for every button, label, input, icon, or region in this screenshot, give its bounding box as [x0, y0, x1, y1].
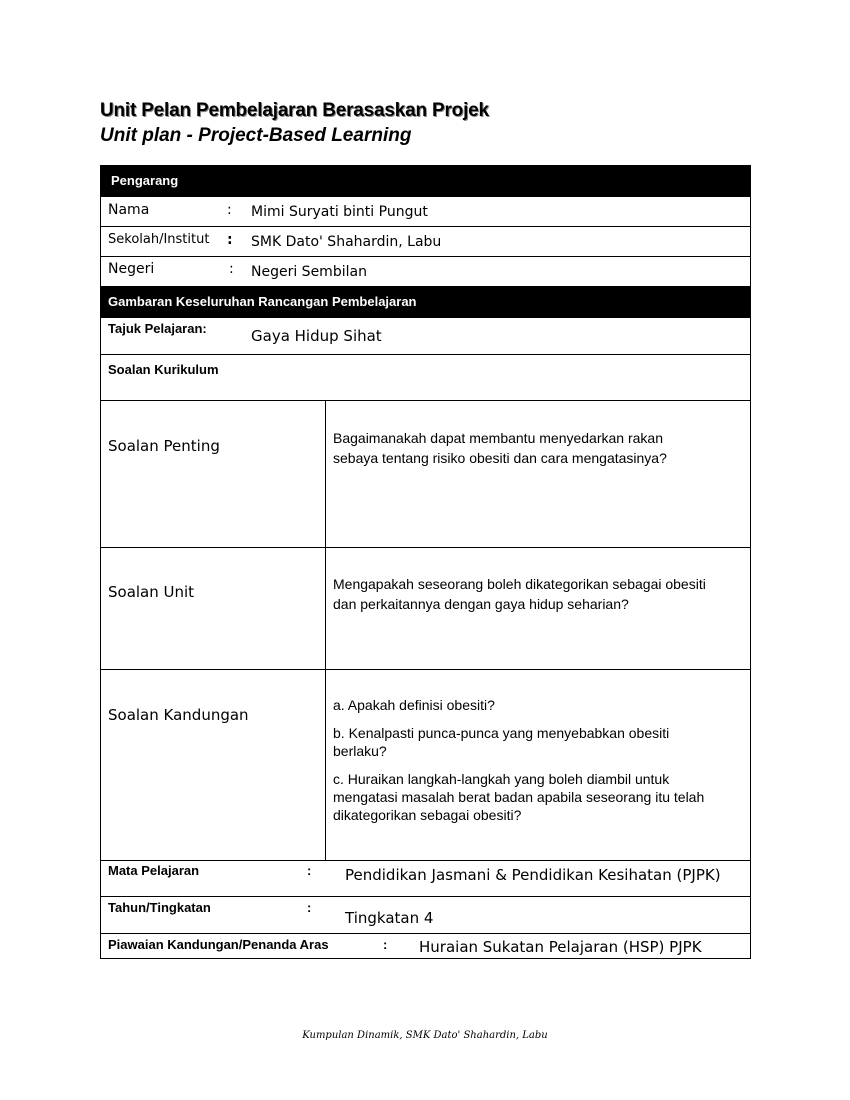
unit-question-label: Soalan Unit: [108, 583, 195, 601]
author-state-colon: :: [229, 261, 234, 277]
author-header-label: Pengarang: [111, 173, 179, 188]
subject-value: Pendidikan Jasmani & Pendidikan Kesihatan (PJPK): [345, 866, 721, 884]
content-question-item-b-line-2: berlaku?: [333, 743, 387, 759]
question-column-divider: [325, 400, 326, 860]
author-name-value: Mimi Suryati binti Pungut: [251, 204, 428, 220]
essential-question-label: Soalan Penting: [108, 437, 220, 455]
author-row-name: [100, 196, 751, 227]
subject-colon: :: [307, 863, 312, 878]
content-question-text: [333, 696, 704, 824]
subject-label: Mata Pelajaran: [108, 863, 200, 878]
page-title: Unit Pelan Pembelajaran Berasaskan Projek: [100, 100, 489, 121]
essential-question-text: [333, 428, 667, 468]
author-name-label: Nama: [108, 202, 150, 218]
author-row-state: [100, 256, 751, 287]
topic-value: Gaya Hidup Sihat: [251, 327, 382, 345]
topic-label: Tajuk Pelajaran:: [108, 321, 207, 336]
standard-value: Huraian Sukatan Pelajaran (HSP) PJPK: [419, 938, 702, 956]
level-row: [100, 896, 751, 934]
author-school-colon: :: [227, 232, 233, 248]
content-question-label: Soalan Kandungan: [108, 706, 249, 724]
level-label: Tahun/Tingkatan: [108, 900, 211, 915]
content-question-item-c-line-3: dikategorikan sebagai obesiti?: [333, 807, 522, 823]
question-row-essential: [100, 400, 751, 548]
unit-question-text: [333, 574, 706, 614]
question-row-content: [100, 669, 751, 861]
unit-question-line-2: dan perkaitannya dengan gaya hidup seharian?: [333, 596, 629, 612]
author-section-header: [100, 165, 751, 197]
author-name-colon: :: [227, 202, 232, 218]
subject-row: [100, 860, 751, 897]
content-question-item-c-line-1: c. Huraikan langkah-langkah yang boleh diambil untuk: [333, 771, 670, 787]
author-state-label: Negeri: [108, 261, 155, 277]
essential-question-line-2: sebaya tentang risiko obesiti dan cara mengatasinya?: [333, 450, 667, 466]
content-question-item-a: [333, 696, 704, 714]
curriculum-questions-label: Soalan Kurikulum: [108, 362, 219, 377]
content-question-item-c-line-2: mengatasi masalah berat badan apabila seseorang itu telah: [333, 789, 705, 805]
standard-colon: :: [383, 937, 388, 952]
author-row-school: [100, 226, 751, 257]
standard-label: Piawaian Kandungan/Penanda Aras: [108, 937, 329, 952]
essential-question-line-1: Bagaimanakah dapat membantu menyedarkan rakan: [333, 430, 663, 446]
overview-header-label: Gambaran Keseluruhan Rancangan Pembelajaran: [108, 294, 417, 309]
content-question-item-a-line-1: a. Apakah definisi obesiti?: [333, 697, 495, 713]
page-subtitle: Unit plan - Project-Based Learning: [100, 125, 412, 146]
standard-row: [100, 933, 751, 959]
content-question-item-c: [333, 770, 704, 824]
page-footer: Kumpulan Dinamik, SMK Dato' Shahardin, Labu: [302, 1030, 548, 1041]
level-value: Tingkatan 4: [345, 909, 434, 927]
curriculum-questions-row: [100, 354, 751, 401]
level-colon: :: [307, 900, 312, 915]
author-school-label: Sekolah/Institut: [108, 232, 210, 247]
overview-section-header: [100, 286, 751, 318]
unit-question-line-1: Mengapakah seseorang boleh dikategorikan sebagai obesiti: [333, 576, 706, 592]
content-question-item-b: [333, 724, 704, 760]
topic-row: [100, 317, 751, 355]
content-question-item-b-line-1: b. Kenalpasti punca-punca yang menyebabkan obesiti: [333, 725, 670, 741]
author-state-value: Negeri Sembilan: [251, 264, 367, 280]
question-row-unit: [100, 547, 751, 670]
author-school-value: SMK Dato' Shahardin, Labu: [251, 234, 442, 250]
